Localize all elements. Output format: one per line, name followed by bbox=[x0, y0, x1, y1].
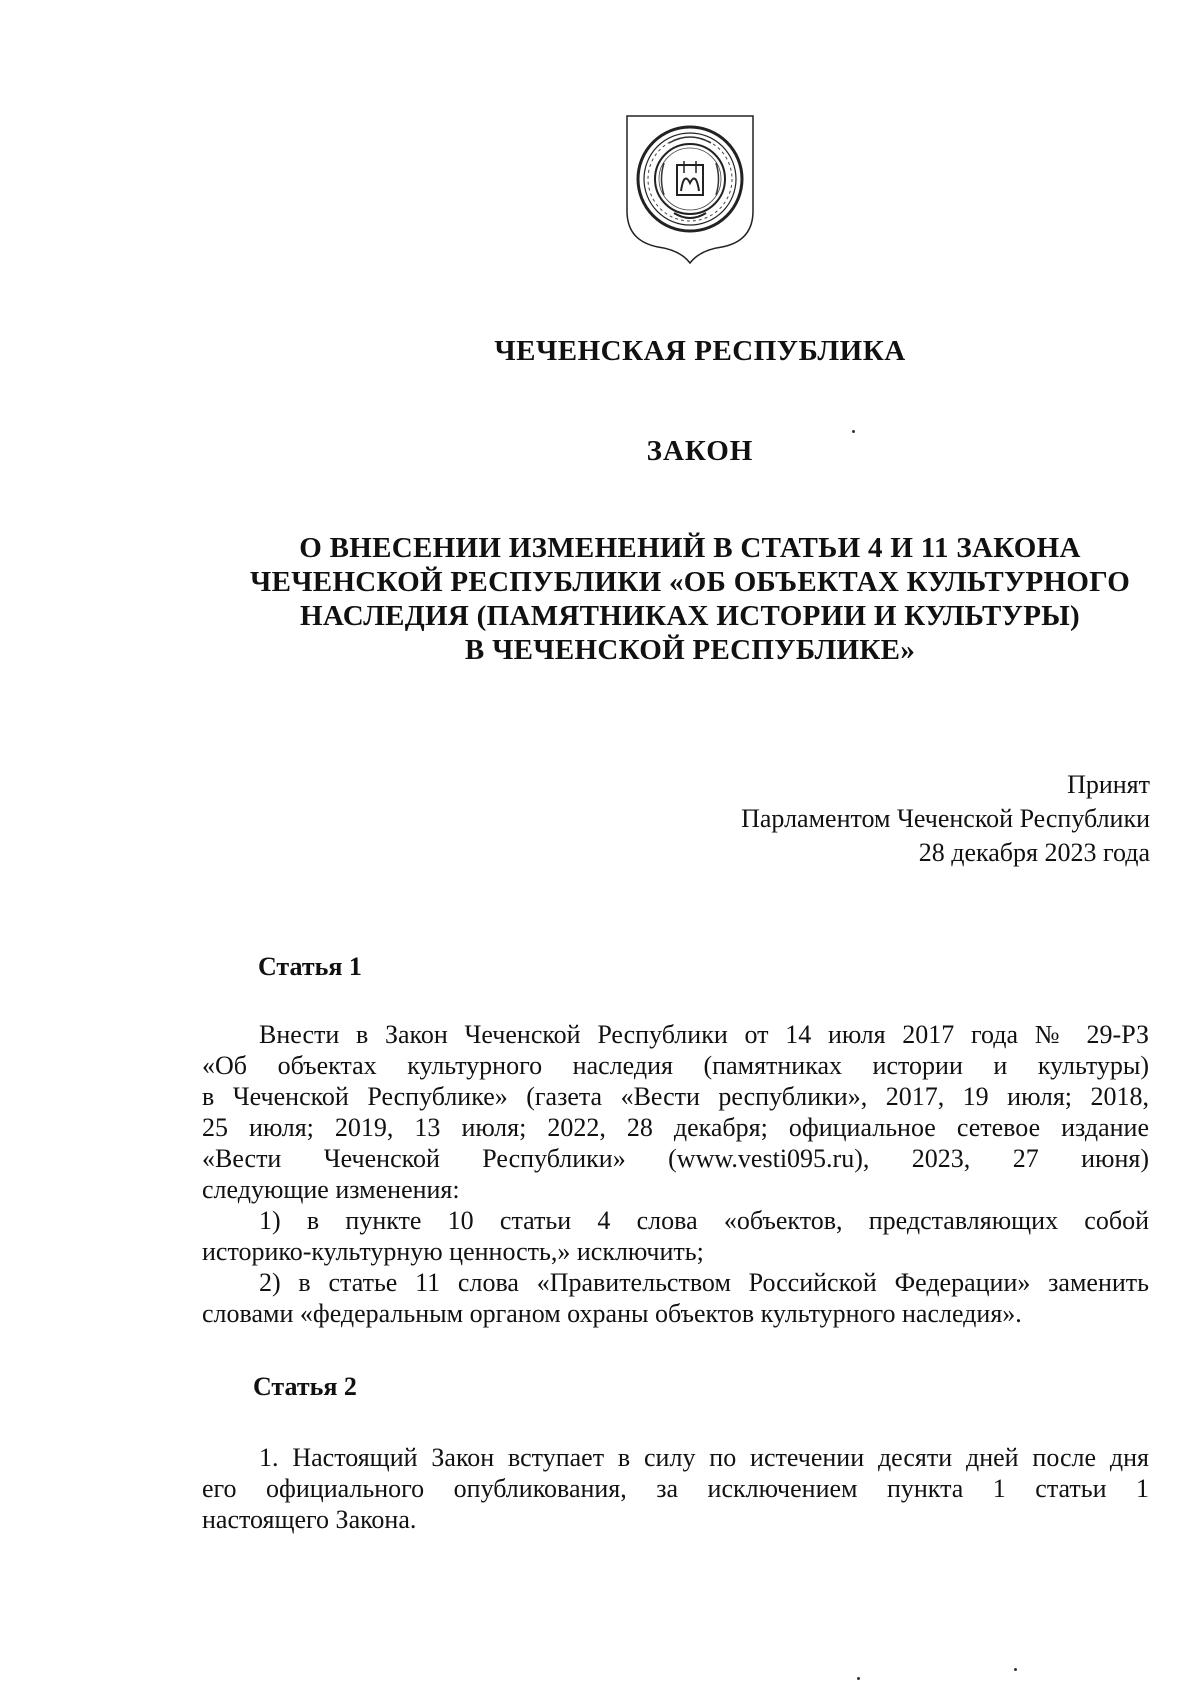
republic-name: ЧЕЧЕНСКАЯ РЕСПУБЛИКА bbox=[494, 335, 906, 367]
article-1-line: «Вести Чеченской Республики» (www.vesti095.ru), 2023, 27 июня) bbox=[202, 1144, 1149, 1173]
article-2-line: настоящего Закона. bbox=[202, 1505, 417, 1534]
adoption-block bbox=[590, 768, 1150, 870]
adoption-status: Принят bbox=[1067, 770, 1150, 799]
title-line: ЧЕЧЕНСКОЙ РЕСПУБЛИКИ «ОБ ОБЪЕКТАХ КУЛЬТУРНОГО bbox=[250, 566, 1131, 598]
law-title bbox=[250, 531, 1130, 667]
coat-of-arms-emblem bbox=[624, 113, 756, 265]
article-1-text bbox=[202, 1019, 1149, 1329]
article-1-line: историко-культурную ценность,» исключить; bbox=[202, 1237, 704, 1266]
article-1-heading: Статья 1 bbox=[258, 952, 362, 981]
article-1-line: 2) в статье 11 слова «Правительством Российской Федерации» заменить bbox=[259, 1268, 1149, 1297]
article-1-line: словами «федеральным органом охраны объектов культурного наследия». bbox=[202, 1299, 1022, 1328]
title-line: В ЧЕЧЕНСКОЙ РЕСПУБЛИКЕ» bbox=[464, 634, 916, 666]
print-speck bbox=[857, 1677, 860, 1680]
title-line: НАСЛЕДИЯ (ПАМЯТНИКАХ ИСТОРИИ И КУЛЬТУРЫ) bbox=[300, 600, 1080, 632]
article-1-line: 1) в пункте 10 статьи 4 слова «объектов, представляющих собой bbox=[259, 1206, 1149, 1235]
article-1-line: «Об объектах культурного наследия (памятниках истории и культуры) bbox=[202, 1051, 1149, 1080]
article-2-text bbox=[202, 1442, 1149, 1535]
print-speck bbox=[1014, 1668, 1017, 1671]
print-speck bbox=[852, 430, 855, 433]
article-1-line: Внести в Закон Чеченской Республики от 14 июля 2017 года № 29-РЗ bbox=[259, 1020, 1149, 1049]
article-1-line: следующие изменения: bbox=[202, 1175, 460, 1204]
adoption-date: 28 декабря 2023 года bbox=[918, 838, 1150, 867]
article-2-line: его официального опубликования, за исключением пункта 1 статьи 1 bbox=[202, 1474, 1149, 1503]
article-2-line: 1. Настоящий Закон вступает в силу по истечении десяти дней после дня bbox=[259, 1443, 1149, 1472]
document-type: ЗАКОН bbox=[646, 435, 754, 467]
title-line: О ВНЕСЕНИИ ИЗМЕНЕНИЙ В СТАТЬИ 4 И 11 ЗАКОНА bbox=[299, 532, 1081, 564]
article-2-heading: Статья 2 bbox=[253, 1372, 357, 1401]
article-1-line: в Чеченской Республике» (газета «Вести республики», 2017, 19 июля; 2018, bbox=[202, 1082, 1149, 1111]
article-1-line: 25 июля; 2019, 13 июля; 2022, 28 декабря; официальное сетевое издание bbox=[202, 1113, 1149, 1142]
adoption-body: Парламентом Чеченской Республики bbox=[741, 804, 1150, 833]
